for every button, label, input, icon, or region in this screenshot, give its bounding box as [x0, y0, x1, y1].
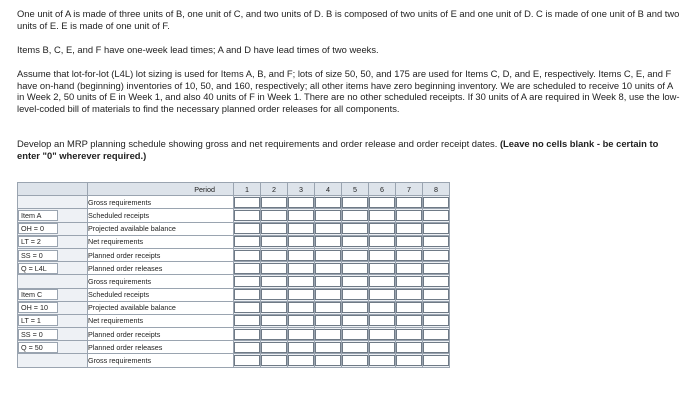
item-a-input-field[interactable]: [261, 250, 287, 261]
item-c-input-field[interactable]: [369, 302, 395, 313]
item-a-input-field[interactable]: [288, 223, 314, 234]
item-a-info-box: Q = L4L: [18, 263, 58, 274]
item-a-input-field[interactable]: [342, 210, 368, 221]
period-number-6: 6: [369, 183, 396, 196]
item-a-row-5: [18, 248, 450, 261]
item-a-info-box: Item A: [18, 210, 58, 221]
item-a-cell: [369, 248, 396, 261]
item-c-cell: [315, 288, 342, 301]
item-a-row-label: Planned order receipts: [88, 248, 234, 261]
item-c-row-label: Planned order receipts: [88, 328, 234, 341]
item-a-cell: [315, 196, 342, 209]
item-a-cell: [342, 235, 369, 248]
item-c-input-field[interactable]: [342, 302, 368, 313]
item-a-input-field[interactable]: [288, 210, 314, 221]
item-a-cell: [288, 209, 315, 222]
item-a-input-field[interactable]: [423, 236, 449, 247]
item-c-info-4: [18, 328, 88, 341]
item-c-info-5: [18, 341, 88, 354]
item-c-cell: [234, 301, 261, 314]
item-c-cell: [234, 341, 261, 354]
item-a-cell: [261, 222, 288, 235]
item-a-input-field[interactable]: [234, 250, 260, 261]
item-a-info-2: [18, 222, 88, 235]
item-c-cell: [342, 314, 369, 327]
item-a-cell: [288, 222, 315, 235]
item-a-info-5: [18, 262, 88, 275]
item-a-row-6: [18, 262, 450, 275]
item-c-row-label: Planned order releases: [88, 341, 234, 354]
item-a-cell: [261, 196, 288, 209]
item-a-input-field[interactable]: [369, 210, 395, 221]
item-c-cell: [369, 314, 396, 327]
item-c-cell: [423, 301, 450, 314]
item-a-input-field[interactable]: [315, 223, 341, 234]
period-number-8: 8: [423, 183, 450, 196]
item-a-input-field[interactable]: [261, 197, 287, 208]
item-a-info-3: [18, 235, 88, 248]
item-a-row-1: [18, 196, 450, 209]
item-a-cell: [261, 235, 288, 248]
item-c-cell: [423, 275, 450, 288]
next-item-input-field[interactable]: [288, 355, 314, 366]
item-a-cell: [396, 248, 423, 261]
item-a-input-field[interactable]: [315, 197, 341, 208]
item-c-cell: [288, 288, 315, 301]
item-c-info-box: LT = 1: [18, 315, 58, 326]
next-item-input-field[interactable]: [234, 355, 260, 366]
item-c-cell: [234, 288, 261, 301]
item-c-input-field[interactable]: [261, 315, 287, 326]
next-item-cell: [234, 354, 261, 367]
item-a-input-field[interactable]: [396, 197, 422, 208]
item-c-cell: [423, 341, 450, 354]
item-c-cell: [423, 288, 450, 301]
item-c-input-field[interactable]: [288, 329, 314, 340]
item-c-info-box: Q = 50: [18, 342, 58, 353]
item-a-cell: [423, 235, 450, 248]
item-a-blank: [18, 196, 88, 209]
item-c-info-box: Item C: [18, 289, 58, 300]
problem-paragraph-lead-times: Items B, C, E, and F have one-week lead times; A and D have lead times of two weeks.: [17, 44, 379, 55]
item-a-cell: [315, 248, 342, 261]
item-a-cell: [234, 222, 261, 235]
item-a-cell: [288, 262, 315, 275]
item-c-input-field[interactable]: [234, 315, 260, 326]
item-a-input-field[interactable]: [234, 223, 260, 234]
item-a-row-label: Net requirements: [88, 235, 234, 248]
item-c-cell: [261, 275, 288, 288]
item-a-input-field[interactable]: [342, 263, 368, 274]
item-a-cell: [396, 262, 423, 275]
header-blank: [18, 183, 88, 196]
item-a-cell: [261, 262, 288, 275]
item-c-info-3: [18, 314, 88, 327]
problem-paragraph-assumptions: Assume that lot-for-lot (L4L) lot sizing is used for Items A, B, and F; lots of size 50, 50, and 175 are used for Items C, D, and E, respectively. Items C, E, and F have on-hand (beginning) inventories of 10, 50, and 160, respectively; all other items have zero beginning inventory. We are scheduled to receive 10 units of A in Week 2, 50 units of E in Week 1, and also 40 units of F in Week 1. There are no other scheduled receipts. If 30 units of A are required in Week 8, use the low-level-coded bill of materials to find the necessary planned order releases for all components.: [17, 68, 680, 114]
item-a-input-field[interactable]: [396, 250, 422, 261]
item-c-input-field[interactable]: [234, 276, 260, 287]
item-a-info-box: SS = 0: [18, 250, 58, 261]
item-c-input-field[interactable]: [423, 315, 449, 326]
item-a-row-label: Gross requirements: [88, 196, 234, 209]
item-c-cell: [369, 288, 396, 301]
item-a-row-3: [18, 222, 450, 235]
item-c-cell: [423, 314, 450, 327]
period-number-2: 2: [261, 183, 288, 196]
item-c-input-field[interactable]: [234, 289, 260, 300]
item-c-cell: [396, 314, 423, 327]
item-a-input-field[interactable]: [315, 236, 341, 247]
period-number-5: 5: [342, 183, 369, 196]
item-a-input-field[interactable]: [423, 223, 449, 234]
next-item-input-field[interactable]: [342, 355, 368, 366]
item-c-cell: [261, 288, 288, 301]
period-header-label: Period: [88, 183, 234, 196]
item-c-input-field[interactable]: [288, 276, 314, 287]
next-item-cell: [423, 354, 450, 367]
item-a-cell: [234, 235, 261, 248]
item-c-cell: [234, 328, 261, 341]
item-c-cell: [315, 341, 342, 354]
item-a-row-label: Scheduled receipts: [88, 209, 234, 222]
item-a-cell: [234, 262, 261, 275]
item-c-cell: [396, 275, 423, 288]
item-a-cell: [261, 209, 288, 222]
item-c-input-field[interactable]: [288, 302, 314, 313]
period-number-3: 3: [288, 183, 315, 196]
item-a-input-field[interactable]: [423, 210, 449, 221]
item-c-cell: [369, 275, 396, 288]
item-a-cell: [396, 222, 423, 235]
item-a-info-box: OH = 0: [18, 223, 58, 234]
item-c-cell: [423, 328, 450, 341]
item-c-input-field[interactable]: [288, 289, 314, 300]
item-c-input-field[interactable]: [315, 289, 341, 300]
item-c-input-field[interactable]: [234, 302, 260, 313]
item-c-input-field[interactable]: [396, 329, 422, 340]
item-a-input-field[interactable]: [288, 197, 314, 208]
period-header-row: [18, 183, 450, 196]
item-c-cell: [261, 301, 288, 314]
item-c-input-field[interactable]: [369, 342, 395, 353]
item-c-input-field[interactable]: [342, 342, 368, 353]
item-c-info-2: [18, 301, 88, 314]
period-number-7: 7: [396, 183, 423, 196]
item-a-cell: [423, 262, 450, 275]
item-a-input-field[interactable]: [234, 197, 260, 208]
item-c-input-field[interactable]: [423, 289, 449, 300]
item-c-cell: [234, 275, 261, 288]
item-a-input-field[interactable]: [315, 263, 341, 274]
item-a-input-field[interactable]: [315, 210, 341, 221]
item-c-row-4: [18, 314, 450, 327]
item-a-input-field[interactable]: [396, 236, 422, 247]
item-a-info-1: [18, 209, 88, 222]
item-a-cell: [369, 235, 396, 248]
item-c-input-field[interactable]: [369, 289, 395, 300]
item-c-input-field[interactable]: [369, 329, 395, 340]
item-c-blank: [18, 275, 88, 288]
item-a-input-field[interactable]: [315, 250, 341, 261]
item-c-input-field[interactable]: [342, 289, 368, 300]
item-a-cell: [423, 222, 450, 235]
item-c-cell: [396, 328, 423, 341]
item-a-input-field[interactable]: [396, 210, 422, 221]
item-a-cell: [288, 196, 315, 209]
item-a-cell: [288, 248, 315, 261]
item-c-input-field[interactable]: [315, 276, 341, 287]
next-item-cell: [342, 354, 369, 367]
item-c-input-field[interactable]: [261, 289, 287, 300]
next-item-cell: [396, 354, 423, 367]
item-c-cell: [261, 341, 288, 354]
item-a-input-field[interactable]: [288, 250, 314, 261]
item-c-input-field[interactable]: [315, 329, 341, 340]
item-a-input-field[interactable]: [234, 263, 260, 274]
item-c-cell: [396, 301, 423, 314]
item-a-cell: [234, 196, 261, 209]
item-c-cell: [315, 328, 342, 341]
item-c-input-field[interactable]: [423, 342, 449, 353]
item-a-cell: [423, 196, 450, 209]
problem-instructions: [17, 138, 682, 161]
next-item-cell: [288, 354, 315, 367]
item-a-input-field[interactable]: [423, 250, 449, 261]
item-c-input-field[interactable]: [288, 342, 314, 353]
item-c-input-field[interactable]: [396, 289, 422, 300]
item-c-info-1: [18, 288, 88, 301]
item-a-input-field[interactable]: [261, 263, 287, 274]
item-a-input-field[interactable]: [234, 236, 260, 247]
item-a-input-field[interactable]: [261, 210, 287, 221]
item-a-input-field[interactable]: [261, 236, 287, 247]
item-a-cell: [261, 248, 288, 261]
item-a-row-2: [18, 209, 450, 222]
item-a-cell: [315, 209, 342, 222]
item-a-input-field[interactable]: [369, 250, 395, 261]
item-c-cell: [315, 275, 342, 288]
item-c-cell: [342, 328, 369, 341]
next-item-input-field[interactable]: [261, 355, 287, 366]
next-item-input-field[interactable]: [396, 355, 422, 366]
item-c-cell: [369, 341, 396, 354]
item-c-row-label: Gross requirements: [88, 275, 234, 288]
next-item-cell: [261, 354, 288, 367]
item-c-row-1: [18, 275, 450, 288]
item-a-cell: [288, 235, 315, 248]
item-c-input-field[interactable]: [234, 342, 260, 353]
item-a-cell: [234, 209, 261, 222]
item-a-info-box: LT = 2: [18, 236, 58, 247]
item-a-input-field[interactable]: [342, 250, 368, 261]
item-c-input-field[interactable]: [342, 315, 368, 326]
item-a-input-field[interactable]: [423, 263, 449, 274]
item-c-cell: [261, 314, 288, 327]
item-c-cell: [369, 301, 396, 314]
item-a-cell: [396, 235, 423, 248]
item-a-input-field[interactable]: [342, 197, 368, 208]
item-c-row-6: [18, 341, 450, 354]
item-a-cell: [369, 209, 396, 222]
item-a-input-field[interactable]: [342, 223, 368, 234]
item-a-input-field[interactable]: [369, 236, 395, 247]
item-a-cell: [369, 222, 396, 235]
item-c-input-field[interactable]: [261, 302, 287, 313]
item-a-input-field[interactable]: [234, 210, 260, 221]
item-a-cell: [342, 248, 369, 261]
item-c-cell: [342, 301, 369, 314]
instructions-bold-note: (Leave no cells blank - be certain to enter "0" wherever required.): [17, 138, 659, 161]
item-a-cell: [396, 196, 423, 209]
next-item-input-field[interactable]: [369, 355, 395, 366]
item-c-cell: [315, 314, 342, 327]
item-a-cell: [342, 222, 369, 235]
item-c-row-label: Projected available balance: [88, 301, 234, 314]
item-c-input-field[interactable]: [315, 302, 341, 313]
item-c-input-field[interactable]: [423, 276, 449, 287]
item-a-input-field[interactable]: [396, 223, 422, 234]
item-c-input-field[interactable]: [261, 276, 287, 287]
item-c-cell: [396, 341, 423, 354]
item-c-row-label: Net requirements: [88, 314, 234, 327]
problem-paragraph-bom: One unit of A is made of three units of B, one unit of C, and two units of D. B is composed of two units of E and one unit of D. C is made of one unit of B and two units of E. E is made of one unit of F.: [17, 8, 680, 31]
item-c-cell: [396, 288, 423, 301]
period-number-1: 1: [234, 183, 261, 196]
item-a-cell: [423, 248, 450, 261]
item-c-input-field[interactable]: [423, 302, 449, 313]
item-a-input-field[interactable]: [369, 223, 395, 234]
item-c-cell: [261, 328, 288, 341]
item-c-input-field[interactable]: [396, 342, 422, 353]
item-c-cell: [288, 301, 315, 314]
mrp-schedule-table: [17, 182, 450, 368]
item-a-cell: [369, 262, 396, 275]
next-item-input-field[interactable]: [315, 355, 341, 366]
item-a-input-field[interactable]: [288, 263, 314, 274]
item-c-input-field[interactable]: [396, 315, 422, 326]
item-c-cell: [315, 301, 342, 314]
item-a-cell: [342, 196, 369, 209]
item-c-cell: [288, 328, 315, 341]
item-a-cell: [315, 235, 342, 248]
next-item-input-field[interactable]: [423, 355, 449, 366]
period-number-4: 4: [315, 183, 342, 196]
item-c-input-field[interactable]: [369, 315, 395, 326]
item-a-info-4: [18, 248, 88, 261]
item-a-input-field[interactable]: [369, 263, 395, 274]
instructions-text: Develop an MRP planning schedule showing gross and net requirements and order release and order receipt dates.: [17, 138, 500, 149]
item-a-cell: [342, 262, 369, 275]
item-c-input-field[interactable]: [423, 329, 449, 340]
item-c-cell: [342, 288, 369, 301]
item-c-input-field[interactable]: [261, 329, 287, 340]
item-c-row-2: [18, 288, 450, 301]
item-c-input-field[interactable]: [315, 342, 341, 353]
item-a-cell: [234, 248, 261, 261]
next-item-cell: [315, 354, 342, 367]
next-item-row-1: [18, 354, 450, 367]
item-c-input-field[interactable]: [288, 315, 314, 326]
item-a-row-label: Planned order releases: [88, 262, 234, 275]
item-c-cell: [342, 275, 369, 288]
item-c-input-field[interactable]: [342, 329, 368, 340]
item-c-info-box: SS = 0: [18, 329, 58, 340]
item-a-input-field[interactable]: [423, 197, 449, 208]
item-a-cell: [423, 209, 450, 222]
next-item-blank: [18, 354, 88, 367]
item-c-cell: [234, 314, 261, 327]
item-a-input-field[interactable]: [369, 197, 395, 208]
item-c-input-field[interactable]: [315, 315, 341, 326]
item-c-input-field[interactable]: [261, 342, 287, 353]
item-c-input-field[interactable]: [369, 276, 395, 287]
item-c-input-field[interactable]: [396, 302, 422, 313]
item-c-info-box: OH = 10: [18, 302, 58, 313]
item-c-cell: [288, 314, 315, 327]
item-a-cell: [369, 196, 396, 209]
item-a-cell: [315, 262, 342, 275]
item-a-cell: [315, 222, 342, 235]
item-c-input-field[interactable]: [234, 329, 260, 340]
item-a-input-field[interactable]: [396, 263, 422, 274]
item-c-cell: [288, 275, 315, 288]
item-c-row-3: [18, 301, 450, 314]
item-c-cell: [369, 328, 396, 341]
item-c-cell: [288, 341, 315, 354]
item-a-cell: [342, 209, 369, 222]
item-c-input-field[interactable]: [396, 276, 422, 287]
item-a-input-field[interactable]: [342, 236, 368, 247]
next-item-row-label: Gross requirements: [88, 354, 234, 367]
item-a-input-field[interactable]: [288, 236, 314, 247]
item-c-row-5: [18, 328, 450, 341]
item-a-row-4: [18, 235, 450, 248]
item-a-row-label: Projected available balance: [88, 222, 234, 235]
item-c-cell: [342, 341, 369, 354]
item-c-row-label: Scheduled receipts: [88, 288, 234, 301]
item-a-cell: [396, 209, 423, 222]
item-a-input-field[interactable]: [261, 223, 287, 234]
item-c-input-field[interactable]: [342, 276, 368, 287]
next-item-cell: [369, 354, 396, 367]
